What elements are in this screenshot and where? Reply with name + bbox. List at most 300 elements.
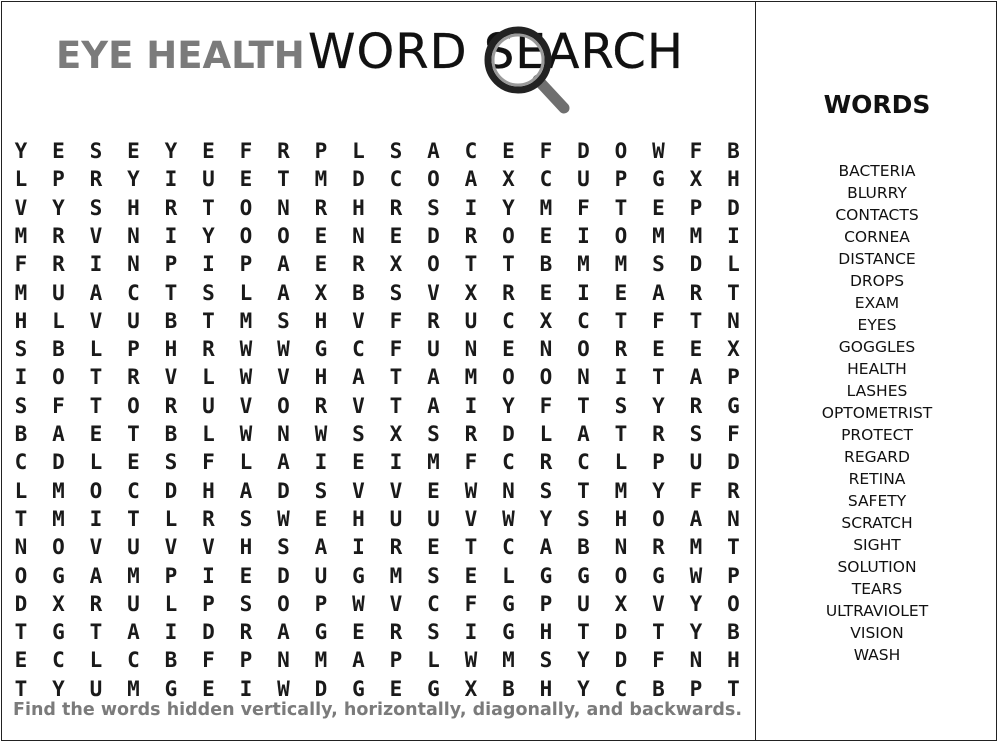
grid-cell[interactable]: F xyxy=(727,422,740,446)
grid-cell[interactable]: D xyxy=(202,620,215,645)
grid-cell[interactable]: I xyxy=(614,365,628,390)
grid-cell[interactable]: G xyxy=(352,563,365,588)
grid-cell[interactable]: U xyxy=(689,450,703,475)
grid-cell[interactable]: F xyxy=(239,139,253,163)
grid-cell[interactable]: Y xyxy=(577,676,590,701)
grid-cell[interactable]: M xyxy=(14,223,28,248)
grid-cell[interactable]: E xyxy=(314,252,328,277)
grid-cell[interactable]: T xyxy=(127,422,140,446)
grid-cell[interactable]: F xyxy=(389,308,403,333)
grid-cell[interactable]: R xyxy=(502,280,515,305)
grid-cell[interactable]: S xyxy=(89,139,103,163)
grid-cell[interactable]: S xyxy=(427,563,440,588)
grid-cell[interactable]: G xyxy=(164,676,178,701)
grid-cell[interactable]: F xyxy=(539,139,553,163)
grid-cell[interactable]: N xyxy=(14,535,28,560)
grid-cell[interactable]: U xyxy=(427,337,440,362)
grid-cell[interactable]: R xyxy=(164,195,178,220)
grid-cell[interactable]: T xyxy=(389,393,403,418)
grid-cell[interactable]: E xyxy=(539,280,553,305)
grid-cell[interactable]: S xyxy=(539,648,553,673)
grid-cell[interactable]: I xyxy=(202,252,215,277)
grid-cell[interactable]: L xyxy=(727,252,740,277)
grid-cell[interactable]: C xyxy=(614,676,628,701)
grid-cell[interactable]: T xyxy=(14,506,28,531)
grid-cell[interactable]: F xyxy=(52,393,65,418)
grid-cell[interactable]: F xyxy=(389,337,403,362)
grid-cell[interactable]: N xyxy=(539,337,553,362)
grid-cell[interactable]: V xyxy=(89,308,103,333)
grid-cell[interactable]: A xyxy=(539,535,553,560)
grid-cell[interactable]: D xyxy=(689,252,703,277)
grid-cell[interactable]: T xyxy=(502,252,515,277)
grid-cell[interactable]: S xyxy=(427,620,440,645)
grid-cell[interactable]: D xyxy=(277,563,290,588)
grid-cell[interactable]: E xyxy=(52,139,65,163)
grid-cell[interactable]: A xyxy=(427,365,440,390)
grid-cell[interactable]: D xyxy=(427,223,440,248)
grid-cell[interactable]: V xyxy=(352,308,365,333)
grid-cell[interactable]: C xyxy=(427,591,440,616)
grid-cell[interactable]: A xyxy=(577,422,590,446)
grid-cell[interactable]: A xyxy=(427,139,440,163)
grid-cell[interactable]: C xyxy=(464,139,478,163)
grid-cell[interactable]: S xyxy=(389,139,403,163)
grid-cell[interactable]: G xyxy=(314,620,328,645)
grid-cell[interactable]: L xyxy=(14,478,28,503)
grid-cell[interactable]: Y xyxy=(52,676,65,701)
grid-cell[interactable]: A xyxy=(52,422,65,446)
grid-cell[interactable]: O xyxy=(239,195,253,220)
grid-cell[interactable]: S xyxy=(614,393,628,418)
grid-cell[interactable]: H xyxy=(314,365,328,390)
grid-cell[interactable]: L xyxy=(352,139,365,163)
grid-cell[interactable]: T xyxy=(89,620,103,645)
grid-cell[interactable]: S xyxy=(389,280,403,305)
grid-cell[interactable]: Y xyxy=(502,393,515,418)
grid-cell[interactable]: R xyxy=(314,195,328,220)
grid-cell[interactable]: V xyxy=(352,478,365,503)
grid-cell[interactable]: P xyxy=(127,337,140,362)
grid-cell[interactable]: I xyxy=(577,223,590,248)
grid-cell[interactable]: S xyxy=(652,252,665,277)
grid-cell[interactable]: Y xyxy=(202,223,215,248)
grid-cell[interactable]: S xyxy=(202,280,215,305)
grid-cell[interactable]: E xyxy=(427,478,440,503)
grid-cell[interactable]: E xyxy=(239,563,253,588)
grid-cell[interactable]: U xyxy=(427,506,440,531)
grid-cell[interactable]: M xyxy=(502,648,515,673)
grid-cell[interactable]: O xyxy=(14,563,28,588)
grid-cell[interactable]: D xyxy=(314,676,328,701)
grid-cell[interactable]: T xyxy=(164,280,178,305)
grid-cell[interactable]: P xyxy=(52,167,65,192)
grid-cell[interactable]: X xyxy=(52,591,65,616)
grid-cell[interactable]: P xyxy=(652,450,665,475)
grid-cell[interactable]: I xyxy=(464,620,478,645)
grid-cell[interactable]: P xyxy=(164,252,178,277)
grid-cell[interactable]: M xyxy=(427,450,440,475)
grid-cell[interactable]: M xyxy=(239,308,253,333)
grid-cell[interactable]: D xyxy=(577,139,590,163)
grid-cell[interactable]: O xyxy=(52,365,65,390)
grid-cell[interactable]: B xyxy=(352,280,365,305)
grid-cell[interactable]: I xyxy=(164,223,178,248)
grid-cell[interactable]: M xyxy=(314,648,328,673)
grid-cell[interactable]: N xyxy=(727,506,740,531)
grid-cell[interactable]: X xyxy=(727,337,740,362)
grid-cell[interactable]: L xyxy=(164,506,178,531)
grid-cell[interactable]: G xyxy=(577,563,590,588)
grid-cell[interactable]: P xyxy=(689,195,703,220)
grid-cell[interactable]: W xyxy=(239,422,253,446)
grid-cell[interactable]: S xyxy=(164,450,178,475)
grid-cell[interactable]: N xyxy=(464,337,478,362)
grid-cell[interactable]: D xyxy=(614,648,628,673)
grid-cell[interactable]: L xyxy=(164,591,178,616)
grid-cell[interactable]: M xyxy=(614,478,628,503)
grid-cell[interactable]: E xyxy=(502,139,515,163)
grid-cell[interactable]: B xyxy=(164,308,178,333)
grid-cell[interactable]: I xyxy=(239,676,253,701)
grid-cell[interactable]: T xyxy=(577,478,590,503)
grid-cell[interactable]: B xyxy=(52,337,65,362)
grid-cell[interactable]: V xyxy=(464,506,478,531)
grid-cell[interactable]: Y xyxy=(689,620,703,645)
grid-cell[interactable]: T xyxy=(464,535,478,560)
grid-cell[interactable]: U xyxy=(202,167,215,192)
grid-cell[interactable]: T xyxy=(464,252,478,277)
grid-cell[interactable]: W xyxy=(689,563,703,588)
grid-cell[interactable]: A xyxy=(352,648,365,673)
grid-cell[interactable]: R xyxy=(727,478,740,503)
grid-cell[interactable]: H xyxy=(727,167,740,192)
grid-cell[interactable]: O xyxy=(614,139,628,163)
grid-cell[interactable]: L xyxy=(14,167,28,192)
grid-cell[interactable]: T xyxy=(614,195,628,220)
grid-cell[interactable]: A xyxy=(352,365,365,390)
grid-cell[interactable]: L xyxy=(539,422,553,446)
grid-cell[interactable]: I xyxy=(314,450,328,475)
grid-cell[interactable]: T xyxy=(89,393,103,418)
grid-cell[interactable]: E xyxy=(352,450,365,475)
grid-cell[interactable]: P xyxy=(727,365,740,390)
grid-cell[interactable]: M xyxy=(127,563,140,588)
grid-cell[interactable]: F xyxy=(689,139,703,163)
grid-cell[interactable]: U xyxy=(577,167,590,192)
grid-cell[interactable]: L xyxy=(202,365,215,390)
grid-cell[interactable]: S xyxy=(239,506,253,531)
grid-cell[interactable]: L xyxy=(614,450,628,475)
grid-cell[interactable]: L xyxy=(239,450,253,475)
grid-cell[interactable]: E xyxy=(464,563,478,588)
grid-cell[interactable]: G xyxy=(52,563,65,588)
grid-cell[interactable]: W xyxy=(464,648,478,673)
grid-cell[interactable]: O xyxy=(502,223,515,248)
grid-cell[interactable]: R xyxy=(389,620,403,645)
grid-cell[interactable]: U xyxy=(127,535,140,560)
grid-cell[interactable]: R xyxy=(464,223,478,248)
grid-cell[interactable]: E xyxy=(652,337,665,362)
grid-cell[interactable]: P xyxy=(239,252,253,277)
grid-cell[interactable]: O xyxy=(614,563,628,588)
grid-cell[interactable]: R xyxy=(389,195,403,220)
grid-cell[interactable]: A xyxy=(427,393,440,418)
grid-cell[interactable]: O xyxy=(89,478,103,503)
grid-cell[interactable]: Y xyxy=(577,648,590,673)
grid-cell[interactable]: D xyxy=(614,620,628,645)
grid-cell[interactable]: W xyxy=(277,506,290,531)
grid-cell[interactable]: F xyxy=(652,648,665,673)
grid-cell[interactable]: M xyxy=(389,563,403,588)
grid-cell[interactable]: N xyxy=(614,535,628,560)
grid-cell[interactable]: D xyxy=(164,478,178,503)
grid-cell[interactable]: A xyxy=(277,450,290,475)
grid-cell[interactable]: R xyxy=(614,337,628,362)
grid-cell[interactable]: M xyxy=(464,365,478,390)
grid-cell[interactable]: P xyxy=(202,591,215,616)
grid-cell[interactable]: I xyxy=(164,620,178,645)
grid-cell[interactable]: V xyxy=(389,591,403,616)
grid-cell[interactable]: U xyxy=(202,393,215,418)
grid-cell[interactable]: W xyxy=(502,506,515,531)
grid-cell[interactable]: U xyxy=(314,563,328,588)
grid-cell[interactable]: Y xyxy=(652,478,665,503)
grid-cell[interactable]: W xyxy=(314,422,328,446)
grid-cell[interactable]: W xyxy=(239,365,253,390)
grid-cell[interactable]: C xyxy=(502,308,515,333)
grid-cell[interactable]: A xyxy=(89,280,103,305)
grid-cell[interactable]: R xyxy=(352,252,365,277)
grid-cell[interactable]: H xyxy=(727,648,740,673)
grid-cell[interactable]: U xyxy=(577,591,590,616)
grid-cell[interactable]: D xyxy=(502,422,515,446)
grid-cell[interactable]: L xyxy=(89,450,103,475)
grid-cell[interactable]: G xyxy=(502,591,515,616)
grid-cell[interactable]: U xyxy=(389,506,403,531)
grid-cell[interactable]: V xyxy=(427,280,440,305)
grid-cell[interactable]: S xyxy=(539,478,553,503)
grid-cell[interactable]: C xyxy=(389,167,403,192)
grid-cell[interactable]: E xyxy=(502,337,515,362)
grid-cell[interactable]: E xyxy=(127,139,140,163)
grid-cell[interactable]: R xyxy=(164,393,178,418)
grid-cell[interactable]: T xyxy=(614,422,628,446)
grid-cell[interactable]: M xyxy=(314,167,328,192)
grid-cell[interactable]: L xyxy=(202,422,215,446)
grid-cell[interactable]: U xyxy=(464,308,478,333)
grid-cell[interactable]: E xyxy=(202,676,215,701)
grid-cell[interactable]: V xyxy=(652,591,665,616)
grid-cell[interactable]: W xyxy=(652,139,665,163)
grid-cell[interactable]: D xyxy=(277,478,290,503)
grid-cell[interactable]: L xyxy=(89,648,103,673)
grid-cell[interactable]: T xyxy=(577,393,590,418)
grid-cell[interactable]: B xyxy=(164,648,178,673)
grid-cell[interactable]: F xyxy=(202,648,215,673)
grid-cell[interactable]: P xyxy=(614,167,628,192)
grid-cell[interactable]: B xyxy=(502,676,515,701)
grid-cell[interactable]: Y xyxy=(689,591,703,616)
grid-cell[interactable]: O xyxy=(52,535,65,560)
grid-cell[interactable]: R xyxy=(89,167,103,192)
grid-cell[interactable]: I xyxy=(389,450,403,475)
grid-cell[interactable]: C xyxy=(14,450,28,475)
grid-cell[interactable]: I xyxy=(89,506,103,531)
grid-cell[interactable]: R xyxy=(689,393,703,418)
grid-cell[interactable]: U xyxy=(89,676,103,701)
grid-cell[interactable]: H xyxy=(239,535,253,560)
grid-cell[interactable]: O xyxy=(277,223,290,248)
grid-cell[interactable]: R xyxy=(464,422,478,446)
grid-cell[interactable]: V xyxy=(277,365,290,390)
grid-cell[interactable]: F xyxy=(464,450,478,475)
grid-cell[interactable]: T xyxy=(577,620,590,645)
grid-cell[interactable]: T xyxy=(727,280,740,305)
grid-cell[interactable]: F xyxy=(464,591,478,616)
grid-cell[interactable]: S xyxy=(239,591,253,616)
grid-cell[interactable]: M xyxy=(127,676,140,701)
grid-cell[interactable]: X xyxy=(502,167,515,192)
grid-cell[interactable]: E xyxy=(314,223,328,248)
grid-cell[interactable]: Y xyxy=(164,139,178,163)
grid-cell[interactable]: A xyxy=(277,620,290,645)
grid-cell[interactable]: R xyxy=(52,223,65,248)
grid-cell[interactable]: S xyxy=(277,535,290,560)
grid-cell[interactable]: S xyxy=(14,337,28,362)
grid-cell[interactable]: L xyxy=(89,337,103,362)
grid-cell[interactable]: F xyxy=(577,195,590,220)
grid-cell[interactable]: T xyxy=(127,506,140,531)
grid-cell[interactable]: G xyxy=(652,167,665,192)
grid-cell[interactable]: H xyxy=(352,506,365,531)
grid-cell[interactable]: E xyxy=(89,422,103,446)
grid-cell[interactable]: E xyxy=(389,223,403,248)
grid-cell[interactable]: O xyxy=(427,167,440,192)
grid-cell[interactable]: P xyxy=(314,591,328,616)
grid-cell[interactable]: O xyxy=(127,393,140,418)
grid-cell[interactable]: N xyxy=(277,422,290,446)
grid-cell[interactable]: V xyxy=(239,393,253,418)
grid-cell[interactable]: M xyxy=(52,506,65,531)
grid-cell[interactable]: H xyxy=(539,676,553,701)
grid-cell[interactable]: F xyxy=(652,308,665,333)
grid-cell[interactable]: O xyxy=(539,365,553,390)
grid-cell[interactable]: H xyxy=(614,506,628,531)
grid-cell[interactable]: D xyxy=(727,450,740,475)
grid-cell[interactable]: I xyxy=(464,195,478,220)
grid-cell[interactable]: M xyxy=(689,535,703,560)
grid-cell[interactable]: V xyxy=(89,535,103,560)
grid-cell[interactable]: N xyxy=(127,223,140,248)
grid-cell[interactable]: R xyxy=(652,535,665,560)
grid-cell[interactable]: N xyxy=(277,648,290,673)
grid-cell[interactable]: A xyxy=(689,365,703,390)
grid-cell[interactable]: Y xyxy=(52,195,65,220)
grid-cell[interactable]: T xyxy=(652,365,665,390)
grid-cell[interactable]: X xyxy=(389,422,403,446)
grid-cell[interactable]: H xyxy=(202,478,215,503)
grid-cell[interactable]: T xyxy=(689,308,703,333)
grid-cell[interactable]: P xyxy=(539,591,553,616)
grid-cell[interactable]: L xyxy=(52,308,65,333)
grid-cell[interactable]: N xyxy=(277,195,290,220)
grid-cell[interactable]: O xyxy=(277,591,290,616)
grid-cell[interactable]: H xyxy=(164,337,178,362)
grid-cell[interactable]: P xyxy=(314,139,328,163)
grid-cell[interactable]: G xyxy=(314,337,328,362)
grid-cell[interactable]: R xyxy=(652,422,665,446)
grid-cell[interactable]: U xyxy=(52,280,65,305)
grid-cell[interactable]: V xyxy=(14,195,28,220)
grid-cell[interactable]: W xyxy=(277,337,290,362)
grid-cell[interactable]: N xyxy=(127,252,140,277)
grid-cell[interactable]: C xyxy=(127,478,140,503)
grid-cell[interactable]: F xyxy=(539,393,553,418)
grid-cell[interactable]: D xyxy=(14,591,28,616)
grid-cell[interactable]: I xyxy=(577,280,590,305)
grid-cell[interactable]: D xyxy=(352,167,365,192)
grid-cell[interactable]: A xyxy=(652,280,665,305)
grid-cell[interactable]: B xyxy=(14,422,28,446)
grid-cell[interactable]: I xyxy=(352,535,365,560)
grid-cell[interactable]: O xyxy=(614,223,628,248)
grid-cell[interactable]: O xyxy=(239,223,253,248)
grid-cell[interactable]: G xyxy=(502,620,515,645)
grid-cell[interactable]: E xyxy=(127,450,140,475)
grid-cell[interactable]: P xyxy=(239,648,253,673)
grid-cell[interactable]: E xyxy=(427,535,440,560)
grid-cell[interactable]: Y xyxy=(539,506,553,531)
grid-cell[interactable]: X xyxy=(314,280,328,305)
grid-cell[interactable]: A xyxy=(89,563,103,588)
grid-cell[interactable]: A xyxy=(464,167,478,192)
grid-cell[interactable]: R xyxy=(427,308,440,333)
grid-cell[interactable]: I xyxy=(727,223,740,248)
grid-cell[interactable]: U xyxy=(127,591,140,616)
grid-cell[interactable]: I xyxy=(14,365,28,390)
grid-cell[interactable]: F xyxy=(689,478,703,503)
grid-cell[interactable]: T xyxy=(202,308,215,333)
grid-cell[interactable]: E xyxy=(14,648,28,673)
grid-cell[interactable]: E xyxy=(614,280,628,305)
grid-cell[interactable]: O xyxy=(277,393,290,418)
grid-cell[interactable]: P xyxy=(727,563,740,588)
grid-cell[interactable]: Y xyxy=(14,139,28,163)
grid-cell[interactable]: X xyxy=(689,167,703,192)
grid-cell[interactable]: C xyxy=(577,308,590,333)
grid-cell[interactable]: B xyxy=(727,139,740,163)
grid-cell[interactable]: Y xyxy=(652,393,665,418)
grid-cell[interactable]: M xyxy=(52,478,65,503)
grid-cell[interactable]: R xyxy=(389,535,403,560)
grid-cell[interactable]: E xyxy=(352,620,365,645)
grid-cell[interactable]: R xyxy=(689,280,703,305)
grid-cell[interactable]: V xyxy=(389,478,403,503)
grid-cell[interactable]: L xyxy=(502,563,515,588)
grid-cell[interactable]: E xyxy=(389,676,403,701)
grid-cell[interactable]: X xyxy=(464,676,478,701)
grid-cell[interactable]: S xyxy=(314,478,328,503)
grid-cell[interactable]: G xyxy=(427,676,440,701)
grid-cell[interactable]: U xyxy=(127,308,140,333)
grid-cell[interactable]: H xyxy=(314,308,328,333)
grid-cell[interactable]: Y xyxy=(127,167,140,192)
grid-cell[interactable]: R xyxy=(277,139,290,163)
grid-cell[interactable]: H xyxy=(14,308,28,333)
grid-cell[interactable]: H xyxy=(539,620,553,645)
grid-cell[interactable]: S xyxy=(14,393,28,418)
